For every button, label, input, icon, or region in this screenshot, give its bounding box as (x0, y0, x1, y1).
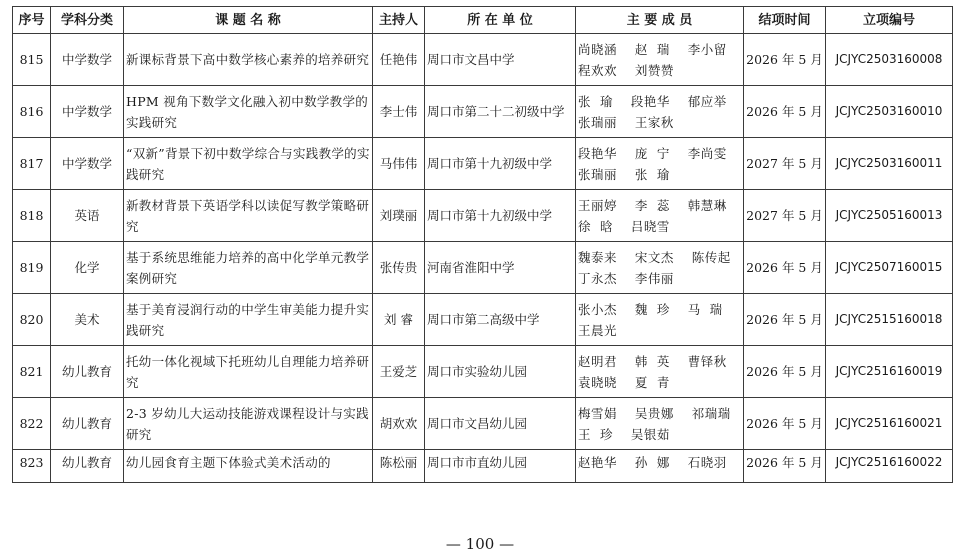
members-line: 丁永杰 李伟丽 (578, 270, 674, 286)
cell-members (576, 346, 744, 398)
cell-code: JCJYC2505160013 (826, 190, 953, 242)
cell-unit: 周口市第十九初级中学 (425, 138, 576, 190)
header-row (13, 7, 953, 34)
members-line: 程欢欢 刘赞赞 (578, 62, 674, 78)
cell-unit: 周口市文昌中学 (425, 34, 576, 86)
header-members: 主 要 成 员 (576, 7, 744, 34)
cell-topic: “双新”背景下初中数学综合与实践教学的实践研究 (124, 138, 373, 190)
cell-end-time: 2027 年 5 月 (744, 190, 826, 242)
cell-topic: 基于系统思维能力培养的高中化学单元教学案例研究 (124, 242, 373, 294)
table-row (13, 294, 953, 346)
cell-subject: 幼儿教育 (51, 450, 124, 483)
cell-members (576, 190, 744, 242)
cell-subject: 化学 (51, 242, 124, 294)
header-subject: 学科分类 (51, 7, 124, 34)
cell-end-time: 2026 年 5 月 (744, 86, 826, 138)
header-code: 立项编号 (826, 7, 953, 34)
table-row (13, 346, 953, 398)
members-line: 张瑞丽 张 瑜 (578, 166, 670, 182)
cell-code: JCJYC2503160008 (826, 34, 953, 86)
cell-unit: 周口市第二十二初级中学 (425, 86, 576, 138)
cell-code: JCJYC2516160019 (826, 346, 953, 398)
cell-members (576, 242, 744, 294)
table-row (13, 138, 953, 190)
cell-unit: 周口市文昌幼儿园 (425, 398, 576, 450)
members-line: 王晨光 (578, 322, 618, 338)
cell-host: 胡欢欢 (373, 398, 425, 450)
cell-members (576, 138, 744, 190)
cell-subject: 美术 (51, 294, 124, 346)
cell-end-time: 2026 年 5 月 (744, 242, 826, 294)
cell-unit: 河南省淮阳中学 (425, 242, 576, 294)
cell-index: 821 (13, 346, 51, 398)
table-row (13, 242, 953, 294)
cell-end-time: 2026 年 5 月 (744, 398, 826, 450)
cell-index: 822 (13, 398, 51, 450)
cell-index: 820 (13, 294, 51, 346)
members-line: 徐 晗 吕晓雪 (578, 218, 670, 234)
cell-topic: 幼儿园食育主题下体验式美术活动的 (124, 450, 373, 483)
cell-code: JCJYC2503160010 (826, 86, 953, 138)
cell-topic: 2-3 岁幼儿大运动技能游戏课程设计与实践研究 (124, 398, 373, 450)
cell-subject: 幼儿教育 (51, 346, 124, 398)
table-row (13, 34, 953, 86)
members-line: 尚晓涵 赵 瑞 李小留 (578, 41, 727, 57)
cell-end-time: 2026 年 5 月 (744, 34, 826, 86)
cell-host: 刘 睿 (373, 294, 425, 346)
members-line: 张小杰 魏 珍 马 瑞 (578, 301, 723, 317)
cell-index: 815 (13, 34, 51, 86)
cell-subject: 中学数学 (51, 138, 124, 190)
cell-topic: 新课标背景下高中数学核心素养的培养研究 (124, 34, 373, 86)
cell-index: 817 (13, 138, 51, 190)
cell-index: 819 (13, 242, 51, 294)
members-line: 张瑞丽 王家秋 (578, 114, 674, 130)
members-line: 赵明君 韩 英 曹铎秋 (578, 353, 727, 369)
page-number: — 100 — (445, 535, 515, 553)
cell-end-time: 2026 年 5 月 (744, 294, 826, 346)
header-host: 主持人 (373, 7, 425, 34)
cell-topic: 托幼一体化视域下托班幼儿自理能力培养研究 (124, 346, 373, 398)
members-line: 张 瑜 段艳华 郁应举 (578, 93, 727, 109)
members-line: 王 珍 吴银茹 (578, 426, 670, 442)
cell-host: 张传贵 (373, 242, 425, 294)
header-topic: 课 题 名 称 (124, 7, 373, 34)
cell-members (576, 450, 744, 483)
cell-subject: 中学数学 (51, 86, 124, 138)
cell-unit: 周口市市直幼儿园 (425, 450, 576, 483)
project-table (12, 6, 953, 483)
cell-index: 816 (13, 86, 51, 138)
cell-unit: 周口市实验幼儿园 (425, 346, 576, 398)
cell-unit: 周口市第十九初级中学 (425, 190, 576, 242)
cell-subject: 中学数学 (51, 34, 124, 86)
header-index: 序号 (13, 7, 51, 34)
cell-members (576, 294, 744, 346)
table-row (13, 86, 953, 138)
cell-topic: 新教材背景下英语学科以读促写教学策略研究 (124, 190, 373, 242)
members-line: 袁晓晓 夏 青 (578, 374, 670, 390)
cell-members (576, 398, 744, 450)
cell-code: JCJYC2507160015 (826, 242, 953, 294)
members-line: 王丽婷 李 蕊 韩慧琳 (578, 197, 727, 213)
cell-host: 李士伟 (373, 86, 425, 138)
header-end-time: 结项时间 (744, 7, 826, 34)
cell-topic: HPM 视角下数学文化融入初中数学教学的实践研究 (124, 86, 373, 138)
cell-host: 任艳伟 (373, 34, 425, 86)
table-row (13, 398, 953, 450)
cell-host: 陈松丽 (373, 450, 425, 483)
cell-subject: 英语 (51, 190, 124, 242)
cell-code: JCJYC2516160022 (826, 450, 953, 483)
table-row (13, 190, 953, 242)
members-line: 段艳华 庞 宁 李尚雯 (578, 145, 727, 161)
cell-host: 马伟伟 (373, 138, 425, 190)
cell-end-time: 2026 年 5 月 (744, 450, 826, 483)
cell-code: JCJYC2516160021 (826, 398, 953, 450)
table-row (13, 450, 953, 483)
cell-code: JCJYC2515160018 (826, 294, 953, 346)
cell-subject: 幼儿教育 (51, 398, 124, 450)
cell-topic: 基于美育浸润行动的中学生审美能力提升实践研究 (124, 294, 373, 346)
cell-index: 818 (13, 190, 51, 242)
members-line: 梅雪娟 吴贵娜 祁瑞瑞 (578, 405, 731, 421)
cell-host: 刘璞丽 (373, 190, 425, 242)
cell-members (576, 34, 744, 86)
cell-code: JCJYC2503160011 (826, 138, 953, 190)
cell-index: 823 (13, 450, 51, 483)
cell-members (576, 86, 744, 138)
cell-host: 王爱芝 (373, 346, 425, 398)
cell-end-time: 2026 年 5 月 (744, 346, 826, 398)
cell-end-time: 2027 年 5 月 (744, 138, 826, 190)
header-unit: 所 在 单 位 (425, 7, 576, 34)
members-line: 魏泰来 宋文杰 陈传起 (578, 249, 731, 265)
cell-unit: 周口市第二高级中学 (425, 294, 576, 346)
members-line: 赵艳华 孙 娜 石晓羽 (578, 455, 727, 470)
